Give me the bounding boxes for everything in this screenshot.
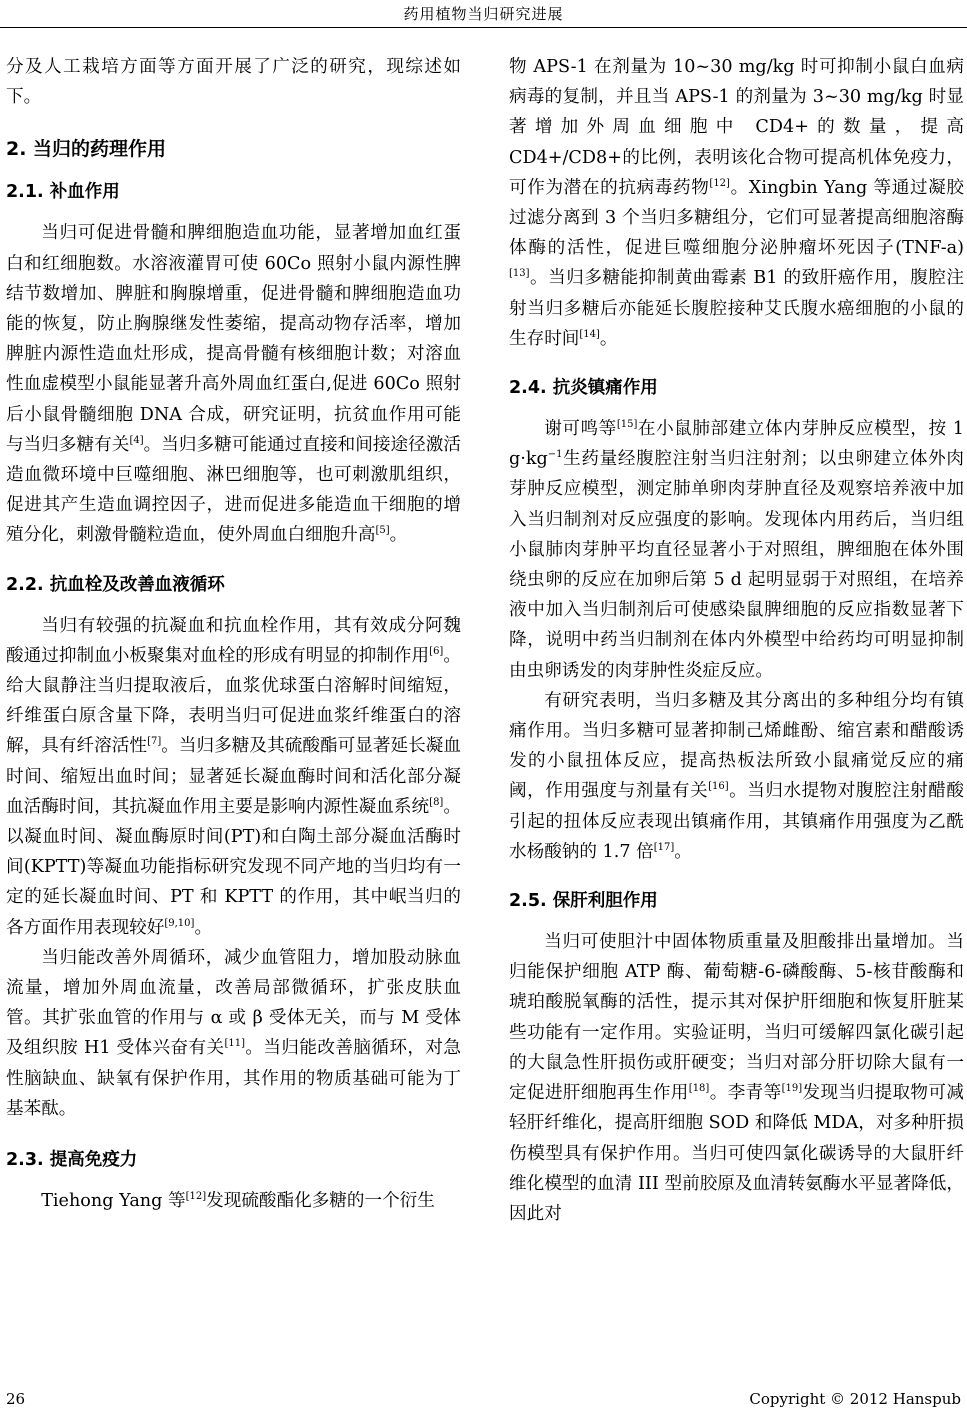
citation[interactable]: [13] <box>509 268 530 280</box>
section-2-heading: 2. 当归的药理作用 <box>6 138 167 161</box>
citation[interactable]: [9,10] <box>164 917 195 929</box>
section-2-2-heading: 2.2. 抗血栓及改善血液循环 <box>6 574 225 595</box>
citation[interactable]: [15] <box>616 419 638 431</box>
section-2-2-paragraph-1: 当归有较强的抗凝血和抗血栓作用，其有效成分阿魏酸通过抑制血小板聚集对血栓的形成有明显的抑制作用[6]。给大鼠静注当归提取液后，血浆优球蛋白溶解时间缩短，纤维蛋白原含量下降，表明当归可促进血浆纤维蛋白的溶解，具有纤溶活性[7]。当归多糖及其硫酸酯可显著延长凝血时间、缩短出血时间；显著延长凝血酶时间和活化部分凝血活酶时间，其抗凝血作用主要是影响内源性凝血系统[8]。以凝血时间、凝血酶原时间(PT)和白陶土部分凝血活酶时间(KPTT)等凝血功能指标研究发现不同产地的当归均有一定的延长凝血时间、PT 和 KPTT 的作用，其中岷当归的各方面作用表现较好[9,10]。 <box>6 615 461 938</box>
section-2-4-paragraph-1: 谢可鸣等[15]在小鼠肺部建立体内芽肿反应模型，按 1 $g\cdot kg^{-1}$生药量经腹腔注射当归注射剂；以虫卵建立体外肉芽肿反应模型，测定肺单卵肉芽肿直径及观察培养液中加入当归制剂对反应强度的影响。发现体内用药后，当归组小鼠肺肉芽肿平均直径显著小于对照组，脾细胞在体外围绕虫卵的反应在加卵后第 5 d 起明显弱于对照组，在培养液中加入当归制剂后可使感染鼠脾细胞的反应指数显著下降，说明中药当归制剂在体内外模型中给药均可明显抑制由虫卵诱发的肉芽肿性炎症反应。 <box>509 419 964 681</box>
citation[interactable]: [12] <box>709 177 730 189</box>
section-2-5-paragraph: 当归可使胆汁中固体物质重量及胆酸排出量增加。当归能保护细胞 ATP 酶、葡萄糖-6-磷酸酶、5-核苷酸酶和琥珀酸脱氧酶的活性，提示其对保护肝细胞和恢复肝脏某些功能有一定作用。实验证明，当归可缓解四氯化碳引起的大鼠急性肝损伤或肝硬变；当归对部分肝切除大鼠有一定促进肝细胞再生作用[18]。李青等[19]发现当归提取物可减轻肝纤维化，提高肝细胞 SOD 和降低 MDA，对多种肝损伤模型具有保护作用。当归可使四氯化碳诱导的大鼠肝纤维化模型的血清 III 型前胶原及血清转氨酶水平显著降低，因此对 <box>509 932 964 1224</box>
citation[interactable]: [17] <box>653 842 675 854</box>
intro-paragraph: 分及人工栽培方面等方面开展了广泛的研究，现综述如下。 <box>6 57 461 108</box>
citation[interactable]: [11] <box>224 1038 246 1050</box>
right-column <box>509 52 964 1229</box>
section-2-1-heading: 2.1. 补血作用 <box>6 182 120 203</box>
section-2-2-paragraph-2: 当归能改善外周循环，减少血管阻力，增加股动脉血流量，增加外周血流量，改善局部微循环，扩张皮肤血管。其扩张血管的作用与 α 或 β 受体无关，而与 M 受体及组织胺 H1 受体兴奋有关[11]。当归能改善脑循环，对急性脑缺血、缺氧有保护作用，其作用的物质基础可能为丁基苯酞。 <box>6 947 461 1119</box>
copyright-notice: Copyright © 2012 Hanspub <box>749 1390 961 1408</box>
citation[interactable]: [14] <box>579 328 600 340</box>
section-2-4-heading: 2.4. 抗炎镇痛作用 <box>509 378 658 399</box>
citation[interactable]: [8] <box>429 797 444 808</box>
section-2-1-paragraph: 当归可促进骨髓和脾细胞造血功能，显著增加血红蛋白和红细胞数。水溶液灌胃可使 60Co 照射小鼠内源性脾结节数增加、脾脏和胸腺增重，促进骨髓和脾细胞造血功能的恢复，防止胸腺继发性萎缩，提高动物存活率，增加脾脏内源性造血灶形成，提高骨髓有核细胞计数；对溶血性血虚模型小鼠能显著升高外周血红蛋白,促进 60Co 照射后小鼠骨髓细胞 DNA 合成，研究证明，抗贫血作用可能与当归多糖有关[4]。当归多糖可能通过直接和间接途径激活造血微环境中巨噬细胞、淋巴细胞等，也可刺激肌组织，促进其产生造血调控因子，进而促进多能造血干细胞的增殖分化，刺激骨髓粒造血，使外周血白细胞升高[5]。 <box>6 223 461 546</box>
left-column <box>6 52 461 1216</box>
citation[interactable]: [4] <box>129 434 144 446</box>
section-2-3-paragraph: Tiehong Yang 等[12]发现硫酸酯化多糖的一个衍生 <box>41 1191 435 1212</box>
section-2-5-heading: 2.5. 保肝利胆作用 <box>509 891 658 912</box>
section-2-3-heading: 2.3. 提高免疫力 <box>6 1150 138 1171</box>
section-2-4-paragraph-2: 有研究表明，当归多糖及其分离出的多种组分均有镇痛作用。当归多糖可显著抑制己烯雌酚、缩宫素和醋酸诱发的小鼠扭体反应，提高热板法所致小鼠痛觉反应的痛阈，作用强度与剂量有关[16]。当归水提物对腹腔注射醋酸引起的扭体反应表现出镇痛作用，其镇痛作用强度为乙酰水杨酸钠的 1.7 倍[17]。 <box>509 690 964 862</box>
page-number: 26 <box>6 1390 26 1408</box>
citation[interactable]: [7] <box>147 736 162 748</box>
citation[interactable]: [19] <box>781 1083 803 1095</box>
running-head: 药用植物当归研究进展 <box>403 5 564 23</box>
citation[interactable]: [5] <box>375 525 390 537</box>
citation[interactable]: [6] <box>429 645 444 657</box>
header-rule <box>0 27 967 28</box>
section-2-3-continued: 物 APS-1 在剂量为 10~30 mg/kg 时可抑制小鼠白血病病毒的复制，并且当 APS-1 的剂量为 3~30 mg/kg 时显著增加外周血细胞中 CD4+的数量，提高 CD4+/CD8+的比例，表明该化合物可提高机体免疫力，可作为潜在的抗病毒药物[12]。Xingbin Yang 等通过凝胶过滤分离到 3 个当归多糖组分，它们可显著提高细胞溶酶体酶的活性，促进巨噬细胞分泌肿瘤坏死因子(TNF-a)[13]。当归多糖能抑制黄曲霉素 B1 的致肝癌作用，腹腔注射当归多糖后亦能延长腹腔接种艾氏腹水癌细胞的小鼠的生存时间[14]。 <box>509 57 964 349</box>
superscript-exponent: −1 <box>547 449 563 461</box>
citation[interactable]: [16] <box>708 781 729 793</box>
citation[interactable]: [18] <box>688 1083 710 1095</box>
citation[interactable]: [12] <box>185 1191 207 1203</box>
